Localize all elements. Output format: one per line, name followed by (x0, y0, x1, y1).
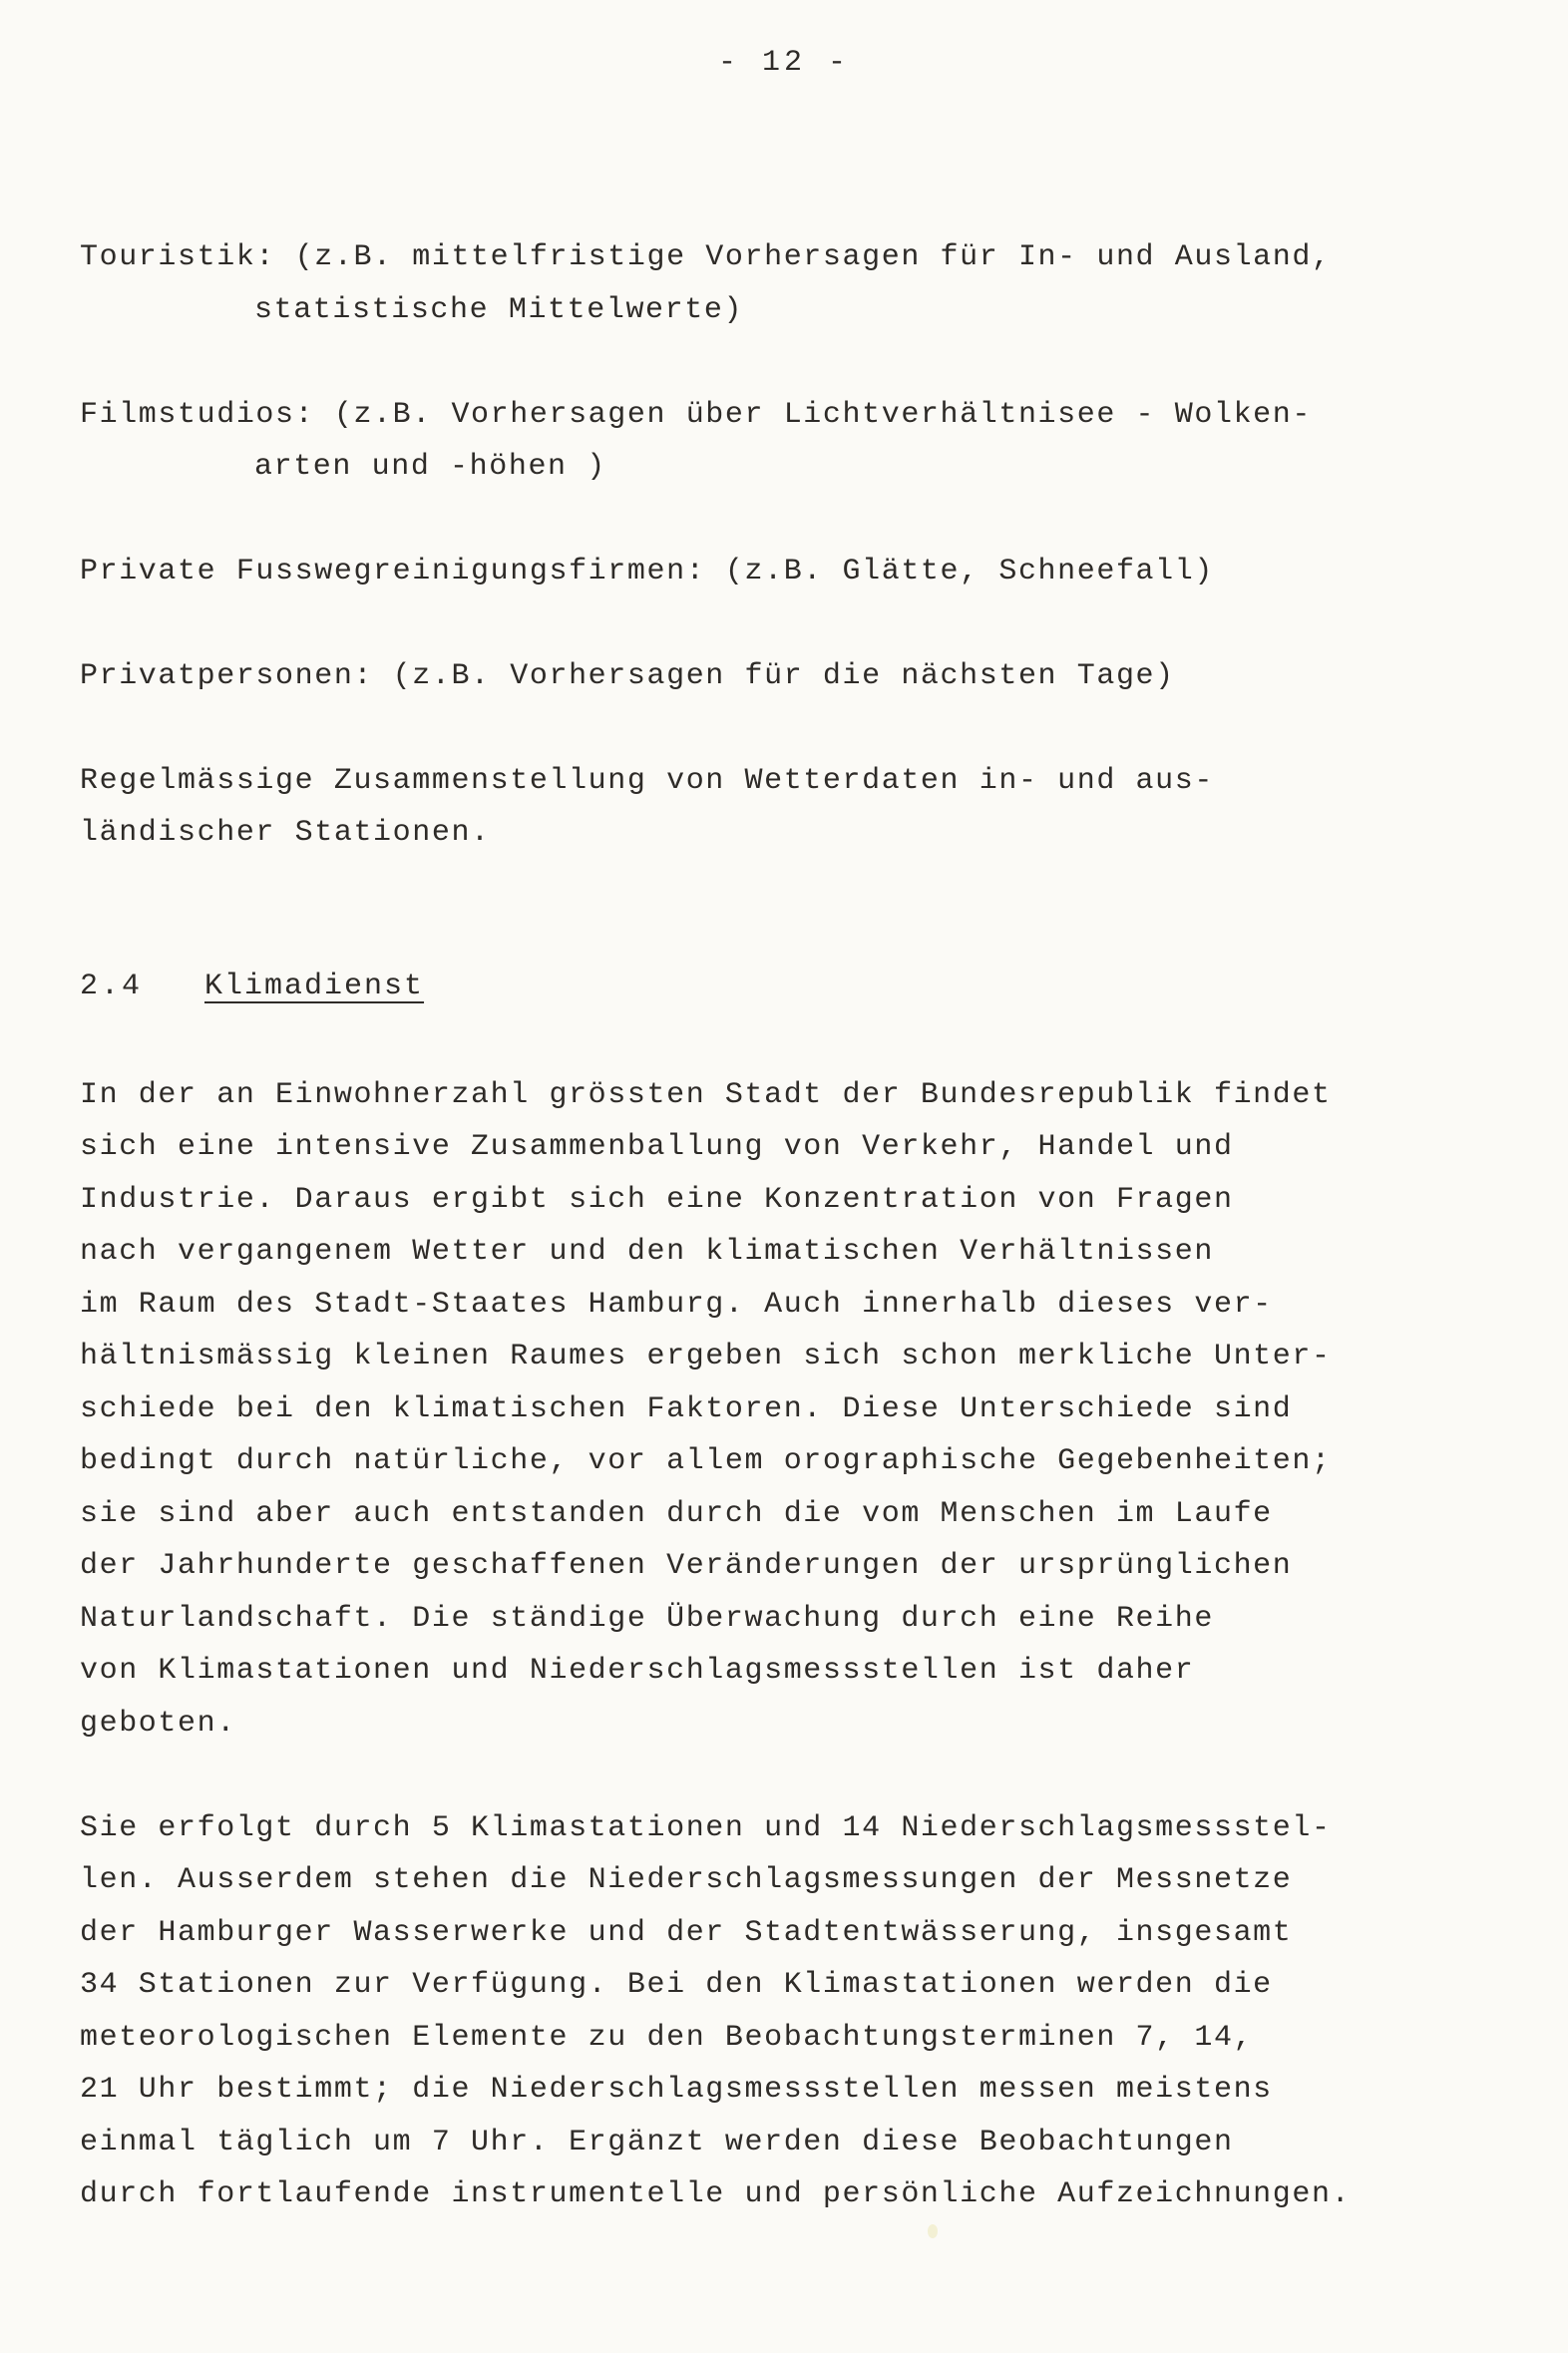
paragraph2-line: der Hamburger Wasserwerke und der Stadtentwässerung, insgesamt (80, 1916, 1293, 1950)
paragraph2-line: Sie erfolgt durch 5 Klimastationen und 14 Niederschlagsmessstel- (80, 1811, 1332, 1845)
touristik-line-2: statistische Mittelwerte) (254, 293, 744, 327)
paragraph2-line: meteorologischen Elemente zu den Beobachtungsterminen 7, 14, (80, 2021, 1254, 2055)
paragraph1-line: im Raum des Stadt-Staates Hamburg. Auch innerhalb dieses ver- (80, 1288, 1273, 1322)
filmstudios-line-2: arten und -höhen ) (254, 450, 606, 484)
paragraph1-line: hältnismässig kleinen Raumes ergeben sich schon merkliche Unter- (80, 1340, 1332, 1373)
regelmaessig-line-1: Regelmässige Zusammenstellung von Wetterdaten in- und aus- (80, 764, 1214, 798)
filmstudios-line-1: Filmstudios: (z.B. Vorhersagen über Lichtverhältnisee - Wolken- (80, 398, 1312, 432)
paragraph1-line: In der an Einwohnerzahl grössten Stadt der Bundesrepublik findet (80, 1078, 1332, 1112)
paragraph2-line: len. Ausserdem stehen die Niederschlagsmessungen der Messnetze (80, 1863, 1293, 1897)
paragraph1-line: sie sind aber auch entstanden durch die vom Menschen im Laufe (80, 1497, 1273, 1531)
paragraph1-line: von Klimastationen und Niederschlagsmessstellen ist daher (80, 1654, 1195, 1688)
paragraph1-line: Industrie. Daraus ergibt sich eine Konzentration von Fragen (80, 1183, 1234, 1217)
touristik-line-1: Touristik: (z.B. mittelfristige Vorhersagen für In- und Ausland, (80, 240, 1332, 274)
paragraph2-line: einmal täglich um 7 Uhr. Ergänzt werden diese Beobachtungen (80, 2126, 1234, 2159)
regelmaessig-line-2: ländischer Stationen. (80, 816, 491, 850)
page-number: - 12 - (717, 46, 851, 80)
paragraph2-line: 21 Uhr bestimmt; die Niederschlagsmessstellen messen meistens (80, 2073, 1273, 2107)
section-title: Klimadienst (204, 970, 425, 1003)
paper-smudge (928, 2224, 938, 2238)
paragraph1-line: Naturlandschaft. Die ständige Überwachung durch eine Reihe (80, 1602, 1214, 1636)
paragraph1-line: schiede bei den klimatischen Faktoren. Diese Unterschiede sind (80, 1392, 1293, 1426)
paragraph2-line: 34 Stationen zur Verfügung. Bei den Klimastationen werden die (80, 1968, 1273, 2002)
section-number: 2.4 (80, 970, 144, 1003)
paragraph1-line: nach vergangenem Wetter und den klimatischen Verhältnissen (80, 1235, 1214, 1269)
paragraph1-line: sich eine intensive Zusammenballung von Verkehr, Handel und (80, 1130, 1234, 1164)
paragraph1-line: geboten. (80, 1707, 236, 1741)
privatpersonen-line: Privatpersonen: (z.B. Vorhersagen für die nächsten Tage) (80, 659, 1175, 693)
paragraph1-line: bedingt durch natürliche, vor allem orographische Gegebenheiten; (80, 1444, 1332, 1478)
paragraph1-line: der Jahrhunderte geschaffenen Veränderungen der ursprünglichen (80, 1549, 1293, 1583)
fusswege-line: Private Fusswegreinigungsfirmen: (z.B. Glätte, Schneefall) (80, 555, 1214, 588)
paragraph2-line: durch fortlaufende instrumentelle und persönliche Aufzeichnungen. (80, 2177, 1352, 2211)
